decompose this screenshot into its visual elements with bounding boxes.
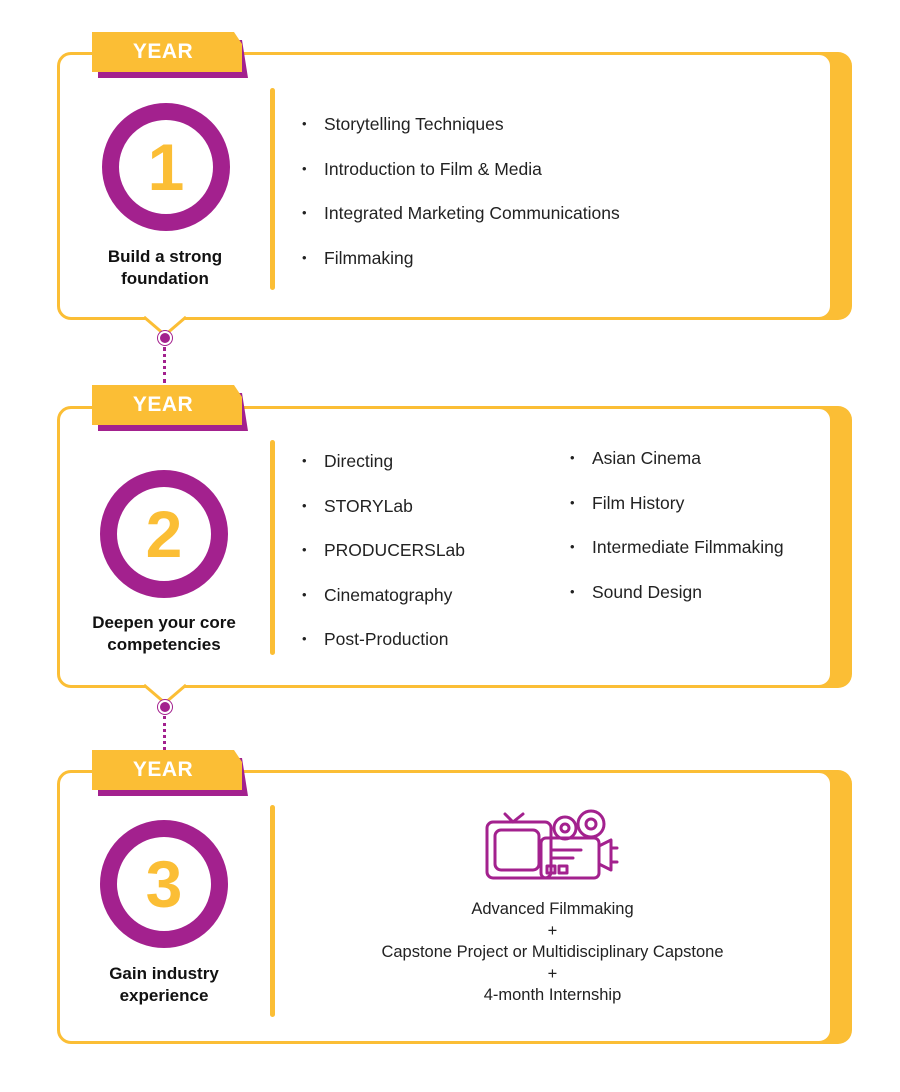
course-item: • Post-Production bbox=[302, 628, 465, 650]
course-item: • STORYLab bbox=[302, 495, 465, 517]
course-item: • Sound Design bbox=[570, 581, 784, 603]
connector-dot-1 bbox=[158, 331, 172, 345]
year-2-caption-line-1: Deepen your core bbox=[92, 613, 236, 632]
year-3-number-ring bbox=[100, 820, 228, 948]
summary-plus: + bbox=[547, 964, 558, 983]
year-2-divider bbox=[270, 440, 275, 655]
course-item: • Film History bbox=[570, 492, 784, 514]
connector-line-1 bbox=[163, 347, 166, 383]
summary-plus: + bbox=[547, 921, 558, 940]
year-1-course-list bbox=[302, 113, 620, 291]
year-2-caption bbox=[79, 612, 249, 656]
summary-line: 4-month Internship bbox=[483, 986, 622, 1005]
year-1-tab bbox=[92, 32, 248, 78]
year-2-course-list-left bbox=[302, 450, 465, 673]
year-1-caption-line-1: Build a strong bbox=[107, 247, 223, 266]
year-2-course-list-right bbox=[570, 447, 784, 625]
year-2-number: 2 bbox=[145, 497, 183, 571]
course-item: • Introduction to Film & Media bbox=[302, 158, 620, 180]
course-item: • Storytelling Techniques bbox=[302, 113, 620, 135]
year-1-number-ring bbox=[102, 103, 230, 231]
year-3-number: 3 bbox=[145, 847, 183, 921]
course-item: • PRODUCERSLab bbox=[302, 539, 465, 561]
summary-line: Capstone Project or Multidisciplinary Capstone bbox=[381, 943, 724, 962]
year-3-caption bbox=[79, 963, 249, 1007]
year-1-tab-label: YEAR bbox=[132, 40, 194, 63]
connector-dot-2 bbox=[158, 700, 172, 714]
course-item: • Cinematography bbox=[302, 584, 465, 606]
course-item: • Integrated Marketing Communications bbox=[302, 202, 620, 224]
course-item: • Filmmaking bbox=[302, 247, 620, 269]
year-1-divider bbox=[270, 88, 275, 290]
year-3-tab bbox=[92, 750, 248, 796]
course-item: • Asian Cinema bbox=[570, 447, 784, 469]
year-2-number-ring bbox=[100, 470, 228, 598]
year-3-tab-label: YEAR bbox=[132, 758, 194, 781]
year-2-caption-line-2: competencies bbox=[107, 635, 221, 654]
year-1-number: 1 bbox=[147, 130, 185, 204]
film-camera-and-tv-icon bbox=[483, 808, 623, 886]
year-1-caption-line-2: foundation bbox=[121, 269, 209, 288]
summary-line: Advanced Filmmaking bbox=[471, 900, 634, 918]
year-3-caption-line-2: experience bbox=[119, 986, 209, 1005]
year-1-caption bbox=[80, 246, 250, 290]
course-item: • Directing bbox=[302, 450, 465, 472]
connector-line-2 bbox=[163, 716, 166, 750]
year-3-divider bbox=[270, 805, 275, 1017]
year-2-tab bbox=[92, 385, 248, 431]
year-3-summary bbox=[340, 899, 765, 1007]
year-3-caption-line-1: Gain industry bbox=[109, 964, 219, 983]
year-2-tab-label: YEAR bbox=[132, 393, 194, 416]
course-item: • Intermediate Filmmaking bbox=[570, 536, 784, 558]
